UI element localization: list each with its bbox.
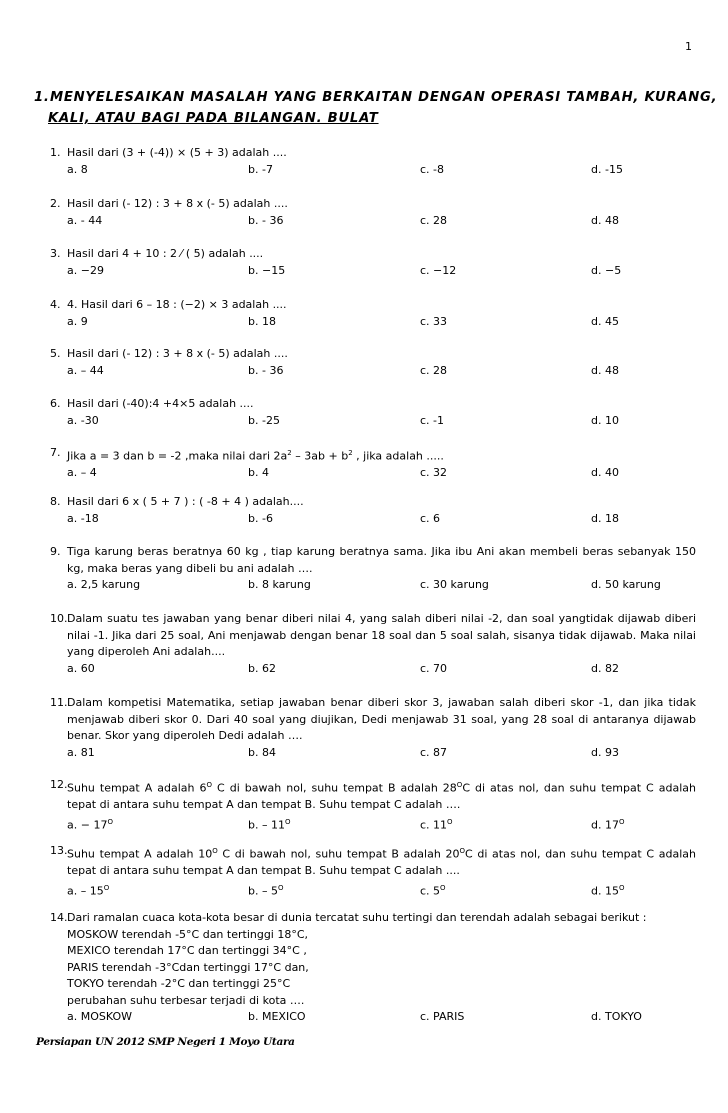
question-6 <box>50 396 696 430</box>
option-d: d. 40 <box>591 466 619 480</box>
question-10 <box>50 611 696 678</box>
option-b: b. 8 karung <box>248 578 311 591</box>
option-text: b. – 5 <box>248 884 278 898</box>
option-c: c. −12 <box>420 263 457 277</box>
question-number: 8. <box>50 495 61 508</box>
option-a: a. 2,5 karung <box>67 578 141 591</box>
question-number: 4. <box>50 298 61 311</box>
option-b: b. - 36 <box>248 363 284 377</box>
question-3 <box>50 246 696 280</box>
question-number: 13. <box>50 844 68 857</box>
options-row <box>67 465 696 482</box>
stem-text: Suhu tempat A adalah 10 <box>67 847 213 861</box>
options-row <box>67 1009 696 1026</box>
option-a: a. -18 <box>67 511 99 525</box>
question-stem: Hasil dari (-40):4 +4×5 adalah .... <box>67 397 254 410</box>
stem-text: C di bawah nol, suhu tempat B adalah 28 <box>212 781 457 795</box>
options-row <box>67 413 696 430</box>
question-stem: Hasil dari 4 + 10 : 2 ⁄ ( 5) adalah .... <box>67 247 264 260</box>
option-a: a. −29 <box>67 263 104 277</box>
section-title-line1: MENYELESAIKAN MASALAH YANG BERKAITAN DENGAN OPERASI TAMBAH, KURANG, <box>50 90 718 105</box>
data-line: TOKYO terendah -2°C dan tertinggi 25°C <box>67 977 291 990</box>
option-c: c. 28 <box>420 213 448 227</box>
options-row <box>67 263 696 280</box>
page-number: 1 <box>685 40 692 53</box>
option-a <box>67 814 113 834</box>
options-row <box>67 880 696 897</box>
option-d: d. 18 <box>591 511 619 525</box>
option-a: a. 81 <box>67 745 95 759</box>
option-text: c. 5 <box>420 884 441 898</box>
question-13 <box>50 843 696 897</box>
option-a: a. - 44 <box>67 213 103 227</box>
question-4 <box>50 297 696 331</box>
question-stem <box>67 843 696 880</box>
option-d <box>591 880 625 900</box>
superscript: O <box>103 883 110 892</box>
question-stem: Dari ramalan cuaca kota-kota besar di dunia tercatat suhu tertingi dan terendah adalah sebagai berikut : <box>67 911 647 924</box>
option-c: c. 32 <box>420 466 448 480</box>
stem-text: Jika a = 3 dan b = -2 ,maka nilai dari 2a <box>67 449 288 463</box>
option-c: c. 33 <box>420 314 448 328</box>
option-c: c. 28 <box>420 363 448 377</box>
option-c: c. 30 karung <box>420 578 489 591</box>
option-b <box>248 814 291 834</box>
stem-text: – 3ab + b <box>291 449 349 463</box>
option-b: b. -7 <box>248 162 273 176</box>
option-d: d. TOKYO <box>591 1010 642 1023</box>
option-d <box>591 814 625 834</box>
question-1 <box>50 145 696 179</box>
option-text: a. – 15 <box>67 884 104 898</box>
option-text: a. − 17 <box>67 818 108 832</box>
question-stem: Dalam suatu tes jawaban yang benar diberi nilai 4, yang salah diberi nilai -2, dan soal yangtidak dijawab diberi nilai -1. Jika dari 25 soal, Ani menjawab dengan benar 18 soal dan 5 soal salah, sisanya tidak dijawab. Maka nilai yang diperoleh Ani adalah.... <box>67 612 696 658</box>
superscript: O <box>206 781 213 789</box>
superscript: O <box>212 847 218 855</box>
question-number: 2. <box>50 197 61 210</box>
superscript: O <box>277 883 284 892</box>
question-stem <box>67 445 696 465</box>
option-d: d. -15 <box>591 162 623 176</box>
options-row <box>67 745 696 762</box>
option-a: a. – 4 <box>67 466 97 480</box>
stem-text: C di atas nol, dan suhu tempat C adalah tepat di antara suhu tempat A dan tempat B. Suhu tempat C adalah …. <box>67 781 696 812</box>
question-number: 1. <box>50 146 61 159</box>
option-c: c. -1 <box>420 413 445 427</box>
question-12 <box>50 777 696 831</box>
data-line: PARIS terendah -3°Cdan tertinggi 17°C dan, <box>67 960 309 974</box>
option-text: b. – 11 <box>248 818 285 832</box>
superscript: O <box>459 847 465 855</box>
superscript: O <box>440 883 446 892</box>
superscript: O <box>447 817 453 826</box>
option-b: b. 84 <box>248 745 276 759</box>
question-stem: Hasil dari (- 12) : 3 + 8 x (- 5) adalah .... <box>67 197 288 210</box>
option-c <box>420 880 446 900</box>
question-stem: Hasil dari (3 + (-4)) × (5 + 3) adalah .... <box>67 146 287 159</box>
superscript: O <box>618 883 625 892</box>
data-line: perubahan suhu terbesar terjadi di kota …. <box>67 993 305 1007</box>
question-stem <box>67 777 696 814</box>
stem-text: , jika adalah ..... <box>352 449 444 463</box>
option-d: d. 48 <box>591 363 619 377</box>
question-stem: Tiga karung beras beratnya 60 kg , tiap karung beratnya sama. Jika ibu Ani akan membeli beras sebanyak 150 kg, maka beras yang dibeli bu ani adalah …. <box>67 545 696 575</box>
question-number: 11. <box>50 696 68 709</box>
question-stem: 4. Hasil dari 6 – 18 : (−2) × 3 adalah .... <box>67 298 287 311</box>
question-stem: Hasil dari (- 12) : 3 + 8 x (- 5) adalah .... <box>67 347 288 360</box>
option-b: b. −15 <box>248 263 286 277</box>
option-b: b. 62 <box>248 661 276 675</box>
option-text: c. 11 <box>420 818 448 832</box>
question-number: 3. <box>50 247 61 260</box>
option-a: a. 9 <box>67 314 88 328</box>
options-row <box>67 511 696 528</box>
option-d: d. 48 <box>591 213 619 227</box>
option-a: a. 8 <box>67 162 88 176</box>
option-a: a. -30 <box>67 413 99 427</box>
option-b: b. -25 <box>248 413 280 427</box>
superscript: O <box>284 817 291 826</box>
option-d: d. 45 <box>591 314 619 328</box>
option-text: d. 15 <box>591 884 619 898</box>
question-8 <box>50 494 696 528</box>
options-row <box>67 363 696 380</box>
stem-text: C di bawah nol, suhu tempat B adalah 20 <box>217 847 460 861</box>
option-c: c. -8 <box>420 162 445 176</box>
stem-text: Suhu tempat A adalah 6 <box>67 781 207 795</box>
question-stem: Dalam kompetisi Matematika, setiap jawaban benar diberi skor 3, jawaban salah diberi skor -1, dan jika tidak menjawab diberi skor 0. Dari 40 soal yang diujikan, Dedi menjawab 31 soal, yang 28 soal di antaranya dijawab benar. Skor yang diperoleh Dedi adalah …. <box>67 696 696 742</box>
superscript: 2 <box>287 449 292 457</box>
superscript: 2 <box>348 449 353 457</box>
superscript: O <box>618 817 625 826</box>
option-b: b. 18 <box>248 314 276 328</box>
question-number: 6. <box>50 397 61 410</box>
superscript: O <box>456 781 463 789</box>
question-11 <box>50 695 696 762</box>
section-number: 1. <box>34 90 50 105</box>
stem-text: C di atas nol, dan suhu tempat C adalah tepat di antara suhu tempat A dan tempat B. Suhu tempat C adalah .... <box>67 847 696 878</box>
option-c: c. 87 <box>420 745 448 759</box>
question-14 <box>50 910 696 1026</box>
question-number: 9. <box>50 545 61 558</box>
data-line: MOSKOW terendah -5°C dan tertinggi 18°C, <box>67 927 309 941</box>
question-5 <box>50 346 696 380</box>
option-a <box>67 880 109 900</box>
question-number: 14. <box>50 911 68 924</box>
options-row <box>67 213 696 230</box>
option-d: d. 93 <box>591 745 619 759</box>
option-d: d. 10 <box>591 413 619 427</box>
data-line: MEXICO terendah 17°C dan tertinggi 34°C , <box>67 944 307 957</box>
question-number: 12. <box>50 778 68 791</box>
question-2 <box>50 196 696 230</box>
option-b: b. -6 <box>248 511 273 525</box>
footer-text: Persiapan UN 2012 SMP Negeri 1 Moyo Utara <box>36 1036 295 1048</box>
question-number: 5. <box>50 347 61 360</box>
section-title-line2: KALI, ATAU BAGI PADA BILANGAN. BULAT <box>48 111 379 126</box>
options-row <box>67 661 696 678</box>
question-number: 7. <box>50 446 61 459</box>
option-d: d. 82 <box>591 661 619 675</box>
options-row <box>67 814 696 831</box>
question-number: 10. <box>50 612 68 625</box>
option-a: a. 60 <box>67 661 95 675</box>
option-text: d. 17 <box>591 818 619 832</box>
option-b <box>248 880 284 900</box>
option-b: b. 4 <box>248 466 269 480</box>
option-d: d. 50 karung <box>591 578 661 591</box>
option-c <box>420 814 453 834</box>
option-a: a. – 44 <box>67 363 104 377</box>
option-b: b. - 36 <box>248 213 284 227</box>
question-9 <box>50 544 696 594</box>
options-row <box>67 577 696 594</box>
options-row <box>67 314 696 331</box>
option-d: d. −5 <box>591 263 622 277</box>
superscript: O <box>107 817 113 826</box>
question-7 <box>50 445 696 482</box>
option-c: c. PARIS <box>420 1010 465 1023</box>
option-c: c. 6 <box>420 511 441 525</box>
option-a: a. MOSKOW <box>67 1010 133 1023</box>
option-c: c. 70 <box>420 661 448 675</box>
options-row <box>67 162 696 179</box>
question-stem: Hasil dari 6 x ( 5 + 7 ) : ( -8 + 4 ) adalah.... <box>67 495 304 508</box>
option-b: b. MEXICO <box>248 1010 306 1023</box>
